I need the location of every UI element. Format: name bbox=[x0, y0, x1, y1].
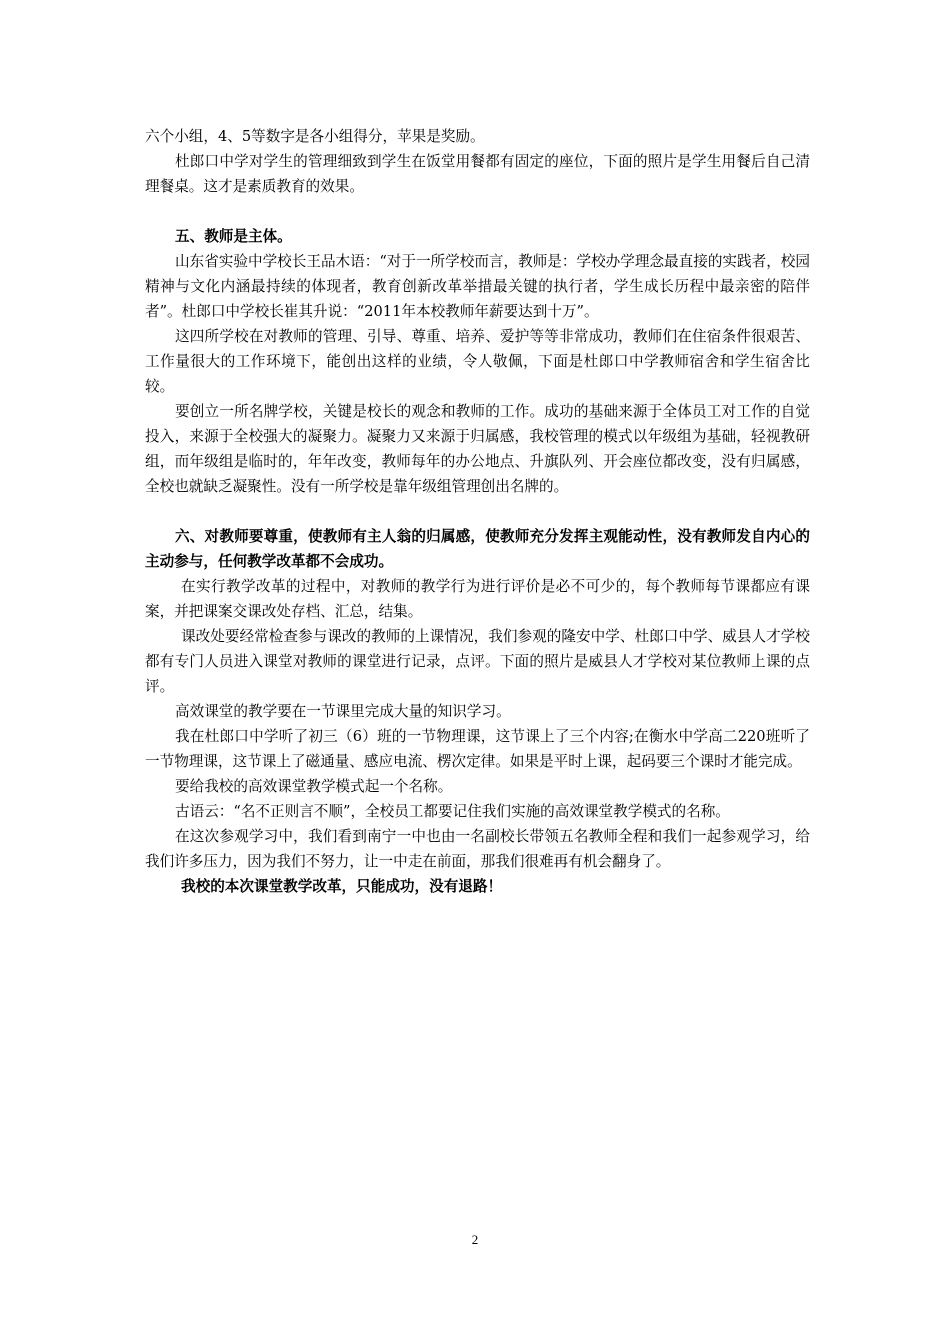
paragraph-conclusion: 我校的本次课堂教学改革，只能成功，没有退路！ bbox=[181, 878, 503, 895]
document-page bbox=[145, 124, 810, 899]
page-number: 2 bbox=[471, 1232, 479, 1247]
paragraph-model-name: 要给我校的高效课堂教学模式起一个名称。 bbox=[175, 778, 453, 795]
paragraph-physics-lessons: 我在杜郎口中学听了初三（6）班的一节物理课，这节课上了三个内容;在衡水中学高二220班听了一节物理课，这节课上了磁通量、感应电流、楞次定律。如果是平时上课，起码要三个课时才能完成。 bbox=[145, 728, 810, 770]
heading-section-five: 五、教师是主体。 bbox=[175, 228, 292, 245]
paragraph-ancient-saying: 古语云：“名不正则言不顺”，全校员工都要记住我们实施的高效课堂教学模式的名称。 bbox=[175, 803, 730, 820]
paragraph-efficient-class: 高效课堂的教学要在一节课里完成大量的知识学习。 bbox=[175, 703, 511, 720]
paragraph-cohesion: 要创立一所名牌学校，关键是校长的观念和教师的工作。成功的基础来源于全体员工对工作的自觉投入，来源于全校强大的凝聚力。凝聚力又来源于归属感，我校管理的模式以年级组为基础，轻视教研组，而年级组是临时的，年年改变，教师每年的办公地点、升旗队列、开会座位都改变，没有归属感，全校也就缺乏凝聚性。没有一所学校是靠年级组管理创出名牌的。 bbox=[145, 403, 810, 495]
paragraph-teacher-evaluation: 在实行教学改革的过程中，对教师的教学行为进行评价是必不可少的，每个教师每节课都应有课案，并把课案交课改处存档、汇总，结集。 bbox=[145, 578, 810, 620]
heading-section-six: 六、对教师要尊重，使教师有主人翁的归属感，使教师充分发挥主观能动性，没有教师发自内心的主动参与，任何教学改革都不会成功。 bbox=[145, 528, 810, 570]
paragraph-nanning-visit: 在这次参观学习中，我们看到南宁一中也由一名副校长带领五名教师全程和我们一起参观学习，给我们许多压力，因为我们不努力，让一中走在前面，那我们很难再有机会翻身了。 bbox=[145, 828, 810, 870]
paragraph-teacher-management: 这四所学校在对教师的管理、引导、尊重、培养、爱护等等非常成功，教师们在住宿条件很艰苦、工作量很大的工作环境下，能创出这样的业绩，令人敬佩，下面是杜郎口中学教师宿舍和学生宿舍比较。 bbox=[145, 328, 810, 395]
paragraph-groups-score: 六个小组，4、5等数字是各小组得分，苹果是奖励。 bbox=[145, 128, 485, 145]
paragraph-principal-quotes: 山东省实验中学校长王品木语：“对于一所学校而言，教师是：学校办学理念最直接的实践者，校园精神与文化内涵最持续的体现者，教育创新改革举措最关键的执行者，学生成长历程中最亲密的陪伴者”。杜郎口中学校长崔其升说：“2011年本校教师年薪要达到十万”。 bbox=[145, 253, 810, 320]
paragraph-dining-management: 杜郎口中学对学生的管理细致到学生在饭堂用餐都有固定的座位，下面的照片是学生用餐后自己清理餐桌。这才是素质教育的效果。 bbox=[145, 153, 810, 195]
paragraph-class-inspection: 课改处要经常检查参与课改的教师的上课情况，我们参观的隆安中学、杜郎口中学、威县人才学校都有专门人员进入课堂对教师的课堂进行记录，点评。下面的照片是威县人才学校对某位教师上课的点评。 bbox=[145, 628, 810, 695]
spacer bbox=[145, 499, 810, 524]
spacer bbox=[145, 199, 810, 224]
